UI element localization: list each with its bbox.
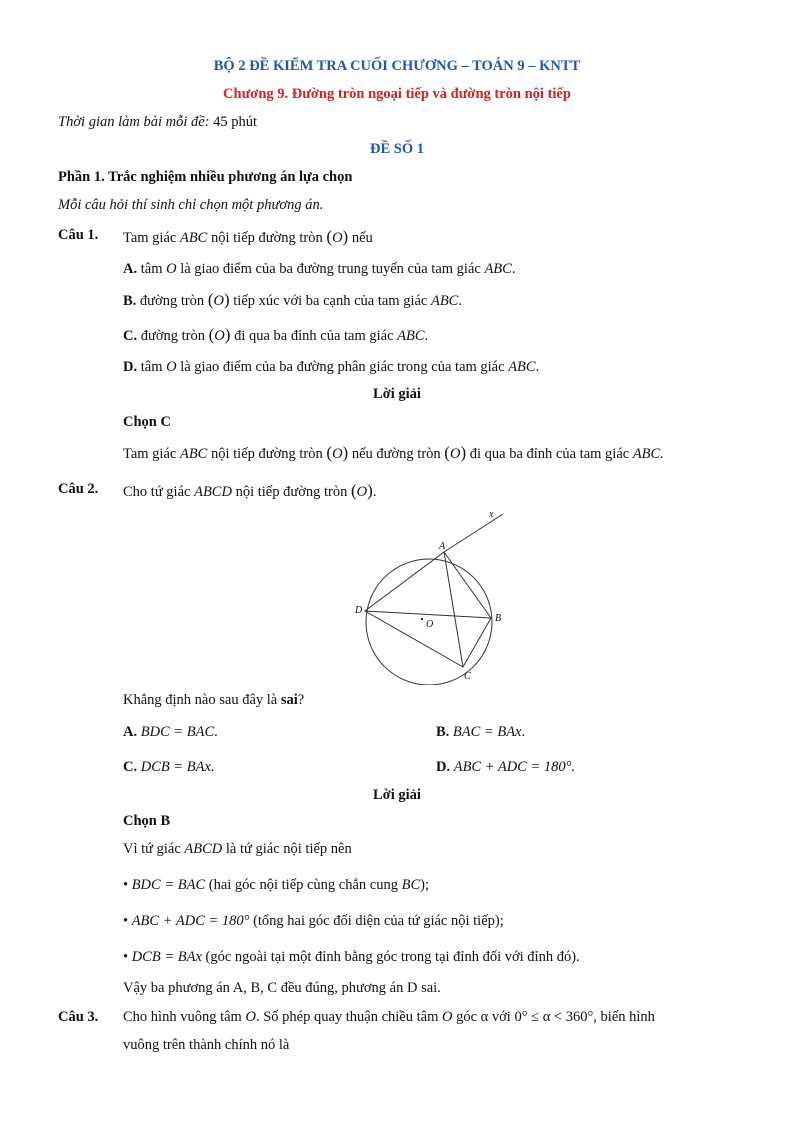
q2-option-c[interactable]: C. DCB = BAx. bbox=[123, 759, 215, 775]
q2-stem: Cho tứ giác ABCD nội tiếp đường tròn (O). bbox=[123, 481, 377, 500]
q1-stem-math: ABC bbox=[179, 230, 208, 246]
label-b: B bbox=[495, 613, 502, 624]
document-title: BỘ 2 ĐỀ KIỂM TRA CUỐI CHƯƠNG – TOÁN 9 – KNTT bbox=[213, 58, 581, 74]
q2-question: Khẳng định nào sau đây là sai? bbox=[123, 692, 305, 708]
q2-bullet-1: • BDC = BAC (hai góc nội tiếp cùng chắn cung BC); bbox=[123, 877, 430, 893]
ray-ax bbox=[444, 514, 503, 552]
q2-conclusion: Vậy ba phương án A, B, C đều đúng, phương án D sai. bbox=[123, 980, 441, 996]
time-info bbox=[58, 114, 257, 131]
q2-choice: Chọn B bbox=[123, 813, 171, 829]
q2-label: Câu 2. bbox=[58, 481, 99, 497]
q1-solution-title: Lời giải bbox=[373, 386, 421, 402]
q1-choice: Chọn C bbox=[123, 414, 171, 430]
q3-stem-line1: Cho hình vuông tâm O. Số phép quay thuận chiều tâm O góc α với 0° ≤ α < 360°, biến hình bbox=[123, 1009, 655, 1025]
part1-title: Phần 1. Trắc nghiệm nhiều phương án lựa chọn bbox=[58, 169, 353, 185]
q1-stem-text: nội tiếp đường tròn bbox=[210, 230, 323, 246]
label-o: O bbox=[426, 619, 434, 630]
label-d: D bbox=[355, 605, 363, 616]
part1-instruction: Mỗi câu hỏi thí sinh chỉ chọn một phương án. bbox=[58, 197, 324, 213]
document-subtitle: Chương 9. Đường tròn ngoại tiếp và đường tròn nội tiếp bbox=[223, 86, 571, 102]
q2-bullet-3: • DCB = BAx (góc ngoài tại một đỉnh bằng góc trong tại đỉnh đối với đỉnh đó). bbox=[123, 949, 580, 965]
label-x: x bbox=[489, 509, 494, 520]
q1-explanation: Tam giác ABC nội tiếp đường tròn (O) nếu đường tròn (O) đi qua ba đỉnh của tam giác ABC. bbox=[123, 443, 664, 462]
q3-label: Câu 3. bbox=[58, 1009, 99, 1025]
q1-stem: Tam giác ABC nội tiếp đường tròn (O) nếu bbox=[123, 227, 373, 246]
q2-bullet-2: • ABC + ADC = 180° (tổng hai góc đối diện của tứ giác nội tiếp); bbox=[123, 913, 504, 929]
q1-option-a[interactable]: A. tâm O là giao điểm của ba đường trung tuyến của tam giác ABC. bbox=[123, 261, 516, 277]
q2-explanation: Vì tứ giác ABCD là tứ giác nội tiếp nên bbox=[123, 841, 352, 857]
q1-stem-math: O bbox=[332, 230, 343, 246]
diagonal-bd bbox=[365, 611, 491, 618]
q1-label: Câu 1. bbox=[58, 227, 99, 243]
diagonal-ac bbox=[444, 552, 463, 667]
label-c: C bbox=[464, 671, 471, 682]
q3-stem-line2: vuông trên thành chính nó là bbox=[123, 1037, 290, 1053]
q2-solution-title: Lời giải bbox=[373, 787, 421, 803]
quadrilateral-abcd bbox=[365, 552, 491, 667]
cyclic-quadrilateral-figure bbox=[340, 505, 520, 685]
label-a: A bbox=[439, 541, 446, 552]
center-point bbox=[421, 618, 423, 620]
q1-stem-text: nếu bbox=[351, 230, 373, 246]
exam-title: ĐỀ SỐ 1 bbox=[370, 141, 424, 157]
q2-option-a[interactable]: A. BDC = BAC. bbox=[123, 724, 218, 740]
q2-option-d[interactable]: D. ABC + ADC = 180°. bbox=[436, 759, 576, 775]
q1-option-c[interactable]: C. đường tròn (O) đi qua ba đỉnh của tam giác ABC. bbox=[123, 325, 429, 344]
time-label: Thời gian làm bài mỗi đề: bbox=[58, 114, 210, 130]
q1-option-d[interactable]: D. tâm O là giao điểm của ba đường phân giác trong của tam giác ABC. bbox=[123, 359, 540, 375]
q2-option-b[interactable]: B. BAC = BAx. bbox=[436, 724, 526, 740]
q1-stem-text: Tam giác bbox=[123, 230, 177, 246]
q1-option-b[interactable]: B. đường tròn (O) tiếp xúc với ba cạnh của tam giác ABC. bbox=[123, 290, 462, 309]
time-value: 45 phút bbox=[213, 114, 258, 130]
